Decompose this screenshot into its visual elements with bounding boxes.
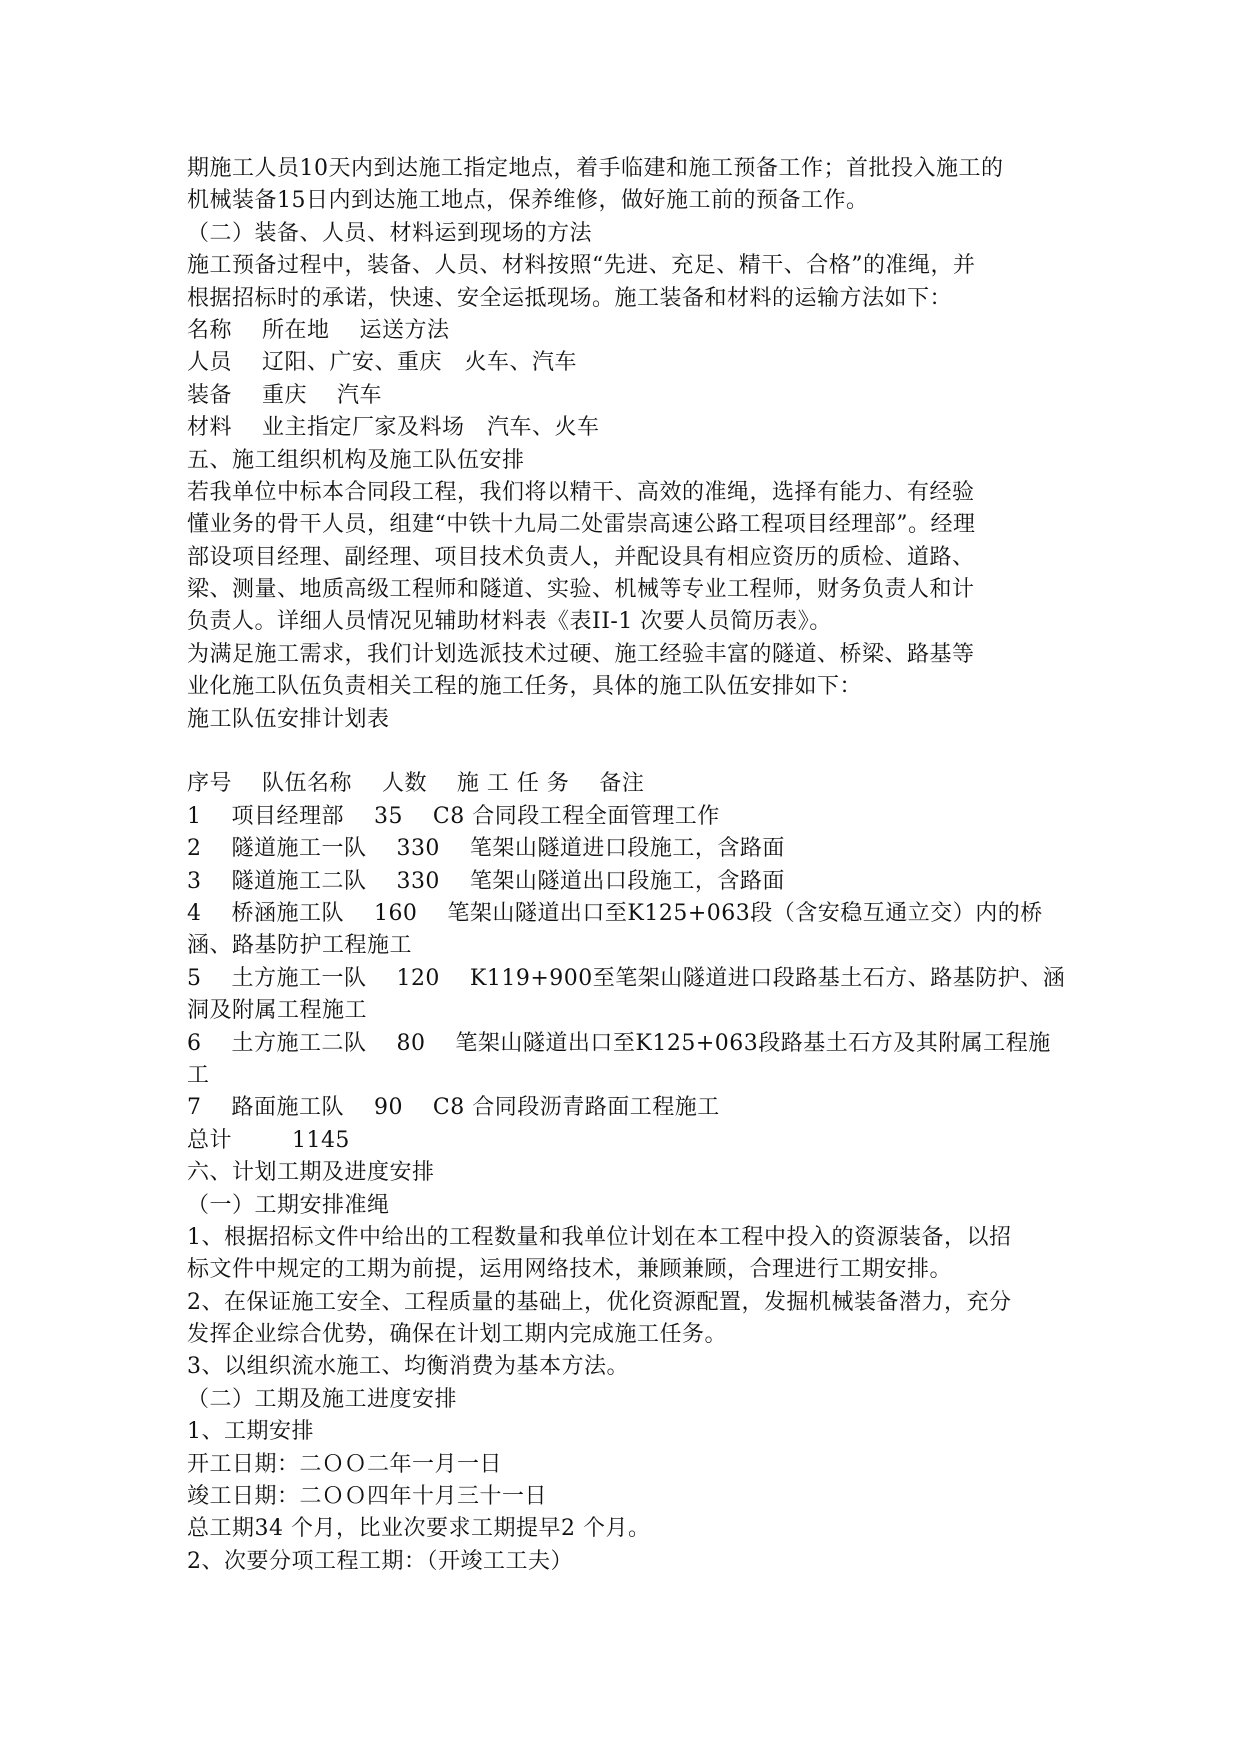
text-line: 3、以组织流水施工、均衡消费为基本方法。: [187, 1354, 629, 1380]
team-table-row-continuation: 涵、路基防护工程施工: [187, 933, 413, 959]
team-table-row: 6 土方施工二队 80 笔架山隧道出口至K125+063段路基土石方及其附属工程施: [187, 1030, 1051, 1056]
team-table-row: 4 桥涵施工队 160 笔架山隧道出口至K125+063段（含安稳互通立交）内的桥: [187, 900, 1043, 926]
text-line: 2、在保证施工安全、工程质量的基础上，优化资源配置，发掘机械装备潜力，充分: [187, 1289, 1012, 1315]
text-line: 若我单位中标本合同段工程，我们将以精干、高效的准绳，选择有能力、有经验: [187, 479, 975, 505]
table-title: 施工队伍安排计划表: [187, 706, 390, 732]
text-line: 部设项目经理、副经理、项目技术负责人，并配设具有相应资历的质检、道路、: [187, 544, 975, 570]
team-table-row-continuation: 洞及附属工程施工: [187, 998, 368, 1024]
transport-table-row: 材料 业主指定厂家及料场 汽车、火车: [187, 415, 600, 441]
text-line: 懂业务的骨干人员，组建“中铁十九局二处雷崇高速公路工程项目经理部”。经理: [187, 512, 976, 538]
text-line: 标文件中规定的工期为前提，运用网络技术，兼顾兼顾，合理进行工期安排。: [187, 1257, 953, 1283]
team-table-row: 7 路面施工队 90 C8 合同段沥青路面工程施工: [187, 1095, 720, 1121]
team-table-row-continuation: 工: [187, 1062, 210, 1088]
text-line: 为满足施工需求，我们计划选派技术过硬、施工经验丰富的隧道、桥梁、路基等: [187, 641, 975, 667]
text-line: 2、次要分项工程工期：（开竣工工夫）: [187, 1548, 573, 1574]
team-table-row: 3 隧道施工二队 330 笔架山隧道出口段施工，含路面: [187, 868, 785, 894]
total-duration: 总工期34 个月，比业次要求工期提早2 个月。: [187, 1516, 651, 1542]
completion-date: 竣工日期：二ＯＯ四年十月三十一日: [187, 1484, 548, 1510]
text-line: 1、工期安排: [187, 1419, 314, 1445]
text-line: 机械装备15日内到达施工地点，保养维修，做好施工前的预备工作。: [187, 188, 869, 214]
section-heading: 五、施工组织机构及施工队伍安排: [187, 447, 525, 473]
document-body: [187, 153, 1067, 1578]
team-table-row: 5 土方施工一队 120 K119+900至笔架山隧道进口段路基土石方、路基防护、涵: [187, 965, 1066, 991]
transport-table-header: 名称 所在地 运送方法: [187, 317, 450, 343]
text-line: 1、根据招标文件中给出的工程数量和我单位计划在本工程中投入的资源装备，以招: [187, 1224, 1012, 1250]
text-line: 业化施工队伍负责相关工程的施工任务，具体的施工队伍安排如下：: [187, 674, 863, 700]
text-line: 梁、测量、地质高级工程师和隧道、实验、机械等专业工程师，财务负责人和计: [187, 577, 975, 603]
start-date: 开工日期：二ＯＯ二年一月一日: [187, 1451, 503, 1477]
team-table-row: 1 项目经理部 35 C8 合同段工程全面管理工作: [187, 803, 720, 829]
team-table-row: 2 隧道施工一队 330 笔架山隧道进口段施工，含路面: [187, 836, 785, 862]
transport-table-row: 装备 重庆 汽车: [187, 382, 382, 408]
text-line: 施工预备过程中，装备、人员、材料按照“先进、充足、精干、合格”的准绳，并: [187, 253, 976, 279]
team-table-header: 序号 队伍名称 人数 施 工 任 务 备注: [187, 771, 645, 797]
team-table-total: 总计 1145: [187, 1127, 350, 1153]
blank-line: [187, 736, 1067, 768]
text-line: 根据招标时的承诺，快速、安全运抵现场。施工装备和材料的运输方法如下：: [187, 285, 953, 311]
subsection-heading: （一）工期安排准绳: [187, 1192, 390, 1218]
text-line: 发挥企业综合优势，确保在计划工期内完成施工任务。: [187, 1322, 728, 1348]
text-line: 负责人。详细人员情况见辅助材料表《表II-1 次要人员简历表》。: [187, 609, 832, 635]
transport-table-row: 人员 辽阳、广安、重庆 火车、汽车: [187, 350, 577, 376]
section-heading: 六、计划工期及进度安排: [187, 1160, 435, 1186]
section-heading: （二）装备、人员、材料运到现场的方法: [187, 220, 593, 246]
subsection-heading: （二）工期及施工进度安排: [187, 1386, 458, 1412]
text-line: 期施工人员10天内到达施工指定地点，着手临建和施工预备工作；首批投入施工的: [187, 156, 1004, 181]
